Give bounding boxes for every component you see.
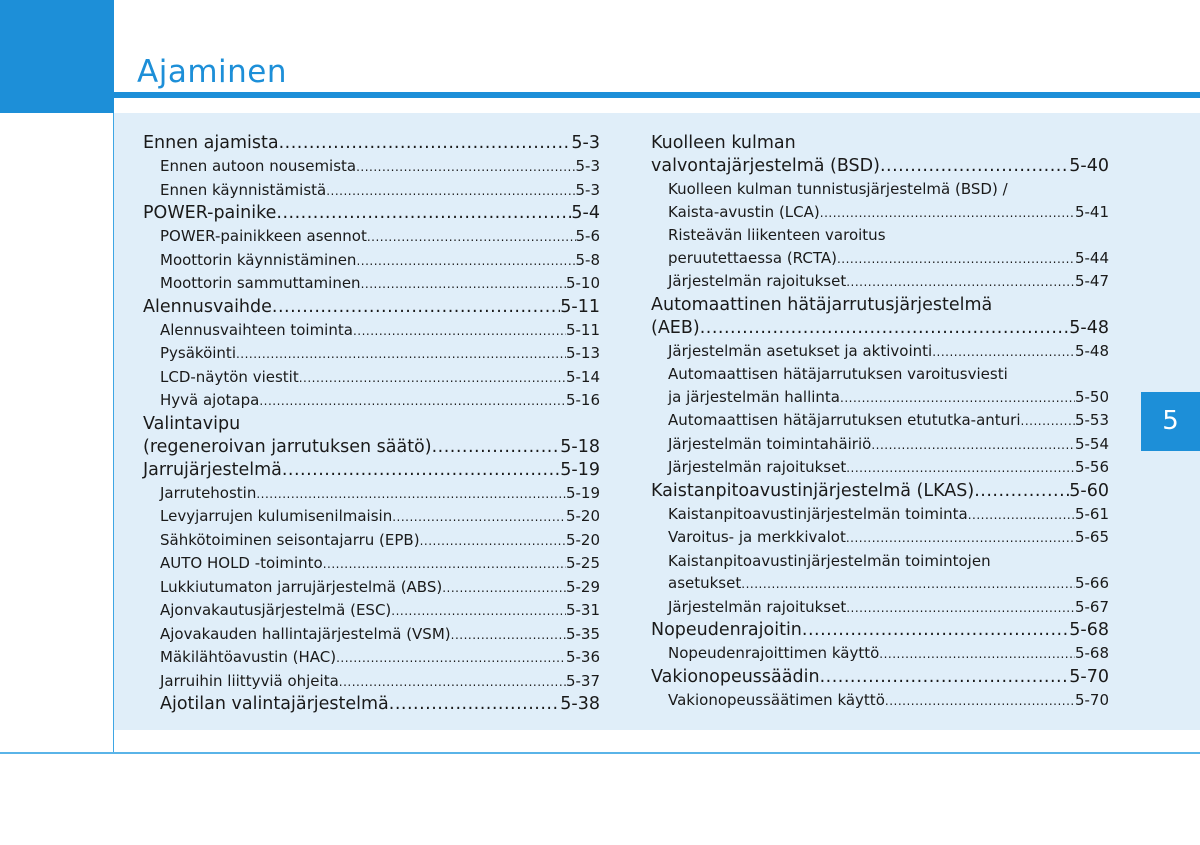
dot-leader [1021, 410, 1075, 433]
dot-leader [356, 156, 575, 179]
toc-subsection-entry[interactable] [143, 482, 600, 506]
dot-leader [880, 155, 1069, 178]
toc-entry-label: Jarrujärjestelmä [143, 459, 282, 480]
toc-entry-label: ja järjestelmän hallinta [668, 387, 841, 406]
toc-section-entry[interactable] [143, 296, 600, 319]
toc-entry-page: 5-56 [1074, 458, 1109, 476]
page-title: Ajaminen [137, 54, 287, 90]
toc-entry-page: 5-40 [1069, 156, 1109, 176]
dot-leader [974, 480, 1069, 503]
toc-entry-page: 5-8 [575, 250, 600, 269]
toc-entry-page: 5-50 [1074, 387, 1109, 406]
toc-entry-label: Pysäköinti [160, 344, 236, 362]
toc-subsection-entry[interactable] [143, 646, 600, 670]
toc-entry-page: 5-14 [565, 367, 600, 386]
toc-entry-label: Kaista-avustin (LCA) [668, 202, 820, 221]
toc-subsection-entry[interactable] [651, 201, 1109, 225]
toc-entry-page: 5-16 [565, 391, 600, 409]
dot-leader [932, 341, 1075, 364]
toc-section-entry[interactable] [651, 317, 1109, 340]
toc-subsection-entry[interactable] [651, 433, 1109, 457]
toc-entry-label: asetukset [668, 574, 742, 592]
toc-entry-label: Järjestelmän toimintahäiriö [668, 434, 872, 453]
toc-subsection-entry[interactable] [651, 456, 1109, 480]
toc-entry-label: Nopeudenrajoitin [651, 620, 802, 640]
dot-leader [451, 624, 566, 647]
dot-leader [442, 577, 566, 600]
dot-leader [820, 202, 1075, 225]
toc-section-entry[interactable] [143, 132, 600, 155]
toc-entry-label: (AEB) [651, 317, 700, 338]
toc-entry-label: Järjestelmän rajoitukset [668, 458, 847, 476]
toc-entry-page: 5-44 [1074, 248, 1109, 267]
toc-subsection-entry[interactable] [143, 179, 600, 203]
toc-entry-page: 5-36 [565, 648, 600, 666]
toc-entry-label: Automaattisen hätäjarrutuksen etututka-anturi [668, 411, 1021, 429]
toc-entry-label: Nopeudenrajoittimen käyttö [668, 644, 880, 662]
toc-entry-label: Kaistanpitoavustinjärjestelmä (LKAS) [651, 480, 975, 501]
toc-entry-page: 5-41 [1074, 202, 1109, 221]
dot-leader [871, 434, 1075, 457]
toc-entry-page: 5-20 [565, 530, 600, 549]
toc-entry-page: 5-20 [565, 507, 600, 525]
toc-entry-label: Vakionopeussäätimen käyttö [668, 690, 885, 709]
toc-entry-label: Ajonvakautusjärjestelmä (ESC) [160, 601, 392, 619]
dot-leader [846, 457, 1075, 480]
toc-entry-page: 5-66 [1074, 574, 1109, 592]
toc-subsection-entry[interactable] [143, 552, 600, 576]
dot-leader [353, 320, 566, 343]
dot-leader [336, 647, 566, 670]
toc-subsection-entry[interactable] [143, 272, 600, 296]
toc-entry-label: Mäkilähtöavustin (HAC) [160, 648, 337, 666]
toc-column-right [651, 132, 1109, 712]
toc-entry-page: 5-68 [1074, 644, 1109, 662]
toc-entry-page: 5-10 [565, 274, 600, 292]
toc-section-entry[interactable] [143, 436, 600, 459]
toc-entry-label: peruutettaessa (RCTA) [668, 248, 837, 267]
toc-entry-label: Järjestelmän rajoitukset [668, 597, 847, 616]
toc-entry-page: 5-4 [571, 203, 600, 223]
dot-leader [432, 436, 561, 459]
dot-leader [256, 483, 566, 506]
dot-leader [846, 597, 1075, 620]
toc-entry-page: 5-31 [565, 601, 600, 619]
toc-entry-page: 5-19 [560, 459, 600, 480]
toc-entry-label: Alennusvaihde [143, 296, 272, 317]
toc-entry-label: (regeneroivan jarrutuksen säätö) [143, 436, 432, 457]
toc-entry-page: 5-6 [575, 227, 600, 245]
toc-subsection-entry[interactable] [143, 366, 600, 390]
toc-entry-page: 5-48 [1069, 317, 1109, 338]
toc-subsection-entry[interactable] [143, 599, 600, 623]
dot-leader [879, 643, 1075, 666]
toc-subsection-entry[interactable] [651, 503, 1109, 527]
dot-leader [272, 296, 560, 319]
toc-entry-page: 5-38 [560, 694, 600, 714]
toc-entry-page: 5-18 [560, 436, 600, 457]
dot-leader [802, 619, 1069, 642]
toc-entry-label: Vakionopeussäädin [651, 666, 820, 687]
toc-subsection-entry[interactable] [143, 670, 600, 694]
dot-leader [968, 504, 1075, 527]
toc-entry-page: 5-70 [1069, 666, 1109, 687]
toc-entry-page: 5-13 [565, 344, 600, 362]
toc-subsection-entry[interactable] [143, 623, 600, 647]
dot-leader [389, 693, 561, 716]
title-underline [114, 92, 1200, 98]
toc-column-left [143, 132, 600, 716]
dot-leader [367, 226, 576, 249]
toc-subsection-entry[interactable] [651, 526, 1109, 550]
toc-subsection-entry[interactable] [651, 386, 1109, 410]
toc-subsection-entry[interactable] [143, 342, 600, 366]
toc-entry-label: Ennen autoon nousemista [160, 157, 357, 175]
dot-leader [339, 671, 566, 694]
toc-entry-label-line: Risteävän liikenteen varoitus [668, 226, 886, 244]
toc-entry-page: 5-3 [571, 133, 600, 153]
toc-entry-page: 5-47 [1074, 272, 1109, 290]
toc-entry-label: Alennusvaihteen toiminta [160, 320, 353, 339]
toc-entry-label: Järjestelmän asetukset ja aktivointi [668, 341, 933, 360]
toc-entry-label: AUTO HOLD -toiminto [160, 554, 323, 572]
toc-entry-label: Moottorin käynnistäminen [160, 250, 357, 269]
toc-entry-label: Moottorin sammuttaminen [160, 274, 361, 292]
dot-leader [391, 600, 566, 623]
toc-section-entry[interactable] [143, 459, 600, 482]
dot-leader [846, 271, 1075, 294]
toc-subsection-entry[interactable] [143, 225, 600, 249]
toc-entry-page: 5-53 [1074, 411, 1109, 429]
toc-subsection-entry[interactable] [143, 576, 600, 600]
dot-leader [279, 132, 572, 155]
toc-entry-label: Hyvä ajotapa [160, 391, 260, 409]
toc-entry-label-line: Valintavipu [143, 413, 241, 434]
toc-subsection-entry[interactable] [143, 505, 600, 529]
toc-subsection-entry[interactable] [651, 409, 1109, 433]
dot-leader [840, 387, 1075, 410]
toc-section-entry[interactable] [143, 693, 600, 716]
toc-section-entry[interactable] [651, 666, 1109, 689]
toc-entry-page: 5-60 [1069, 480, 1109, 501]
toc-entry-page: 5-70 [1074, 690, 1109, 709]
toc-entry-page: 5-54 [1074, 434, 1109, 453]
toc-entry-page: 5-65 [1074, 528, 1109, 546]
toc-section-entry[interactable] [651, 619, 1109, 642]
dot-leader [361, 273, 566, 296]
toc-entry-label: valvontajärjestelmä (BSD) [651, 156, 880, 176]
dot-leader [323, 553, 566, 576]
toc-entry-page: 5-61 [1074, 504, 1109, 523]
toc-entry-label: POWER-painikkeen asennot [160, 227, 367, 245]
toc-entry-page: 5-19 [565, 483, 600, 502]
toc-subsection-entry[interactable] [651, 340, 1109, 364]
toc-entry-label: Varoitus- ja merkkivalot [668, 528, 846, 546]
toc-entry-label: Ajotilan valintajärjestelmä [160, 694, 389, 714]
toc-subsection-entry[interactable] [143, 529, 600, 553]
toc-subsection-entry[interactable] [143, 155, 600, 179]
toc-entry-label-line: Kuolleen kulman [651, 133, 796, 153]
toc-entry-label-line: Automaattinen hätäjarrutusjärjestelmä [651, 294, 993, 315]
toc-entry-page: 5-11 [560, 296, 600, 317]
toc-subsection-entry[interactable] [651, 642, 1109, 666]
toc-entry-page: 5-3 [575, 157, 600, 175]
dot-leader [820, 666, 1070, 689]
toc-entry-label-line: Kuolleen kulman tunnistusjärjestelmä (BSD) / [668, 180, 1008, 198]
toc-entry-label: Ennen käynnistämistä [160, 180, 327, 199]
toc-entry-label: Lukkiutumaton jarrujärjestelmä (ABS) [160, 577, 443, 596]
dot-leader [236, 343, 566, 366]
toc-entry-label: Ennen ajamista [143, 133, 279, 153]
toc-entry-label-line: Automaattisen hätäjarrutuksen varoitusviesti [668, 365, 1008, 383]
toc-entry-page: 5-29 [565, 577, 600, 596]
toc-subsection-entry[interactable] [651, 689, 1109, 713]
toc-entry-label-line: Kaistanpitoavustinjärjestelmän toimintojen [668, 551, 991, 570]
toc-entry-label: Järjestelmän rajoitukset [668, 272, 847, 290]
dot-leader [741, 573, 1075, 596]
dot-leader [276, 202, 571, 225]
toc-subsection-entry[interactable] [143, 389, 600, 413]
toc-subsection-entry[interactable] [651, 596, 1109, 620]
toc-subsection-entry[interactable] [143, 249, 600, 273]
toc-section-entry[interactable] [651, 155, 1109, 178]
toc-entry-label: Jarrutehostin [160, 483, 257, 502]
toc-section-entry[interactable] [651, 480, 1109, 503]
dot-leader [299, 367, 566, 390]
toc-subsection-entry[interactable] [651, 270, 1109, 294]
dot-leader [700, 317, 1070, 340]
dot-leader [259, 390, 566, 413]
toc-entry-page: 5-48 [1074, 341, 1109, 360]
toc-entry-page: 5-25 [565, 554, 600, 572]
toc-entry-label: Ajovakauden hallintajärjestelmä (VSM) [160, 624, 451, 643]
toc-subsection-entry[interactable] [143, 319, 600, 343]
toc-entry-label: Levyjarrujen kulumisenilmaisin [160, 507, 393, 525]
dot-leader [282, 459, 560, 482]
dot-leader [885, 690, 1075, 713]
header-color-block [0, 0, 114, 113]
toc-entry-label: Sähkötoiminen seisontajarru (EPB) [160, 530, 420, 549]
dot-leader [326, 180, 575, 203]
bottom-rule [0, 752, 1200, 754]
dot-leader [392, 506, 566, 529]
toc-entry-label: POWER-painike [143, 203, 277, 223]
toc-entry-label: Kaistanpitoavustinjärjestelmän toiminta [668, 504, 968, 523]
chapter-tab: 5 [1141, 392, 1200, 451]
toc-entry-label: LCD-näytön viestit [160, 367, 299, 386]
toc-section-entry[interactable] [143, 202, 600, 225]
toc-entry-page: 5-67 [1074, 597, 1109, 616]
toc-entry-page: 5-68 [1069, 620, 1109, 640]
dot-leader [837, 248, 1075, 271]
dot-leader [846, 527, 1075, 550]
toc-entry-page: 5-3 [575, 180, 600, 199]
toc-entry-page: 5-11 [565, 320, 600, 339]
dot-leader [356, 250, 575, 273]
toc-entry-label: Jarruihin liittyviä ohjeita [160, 671, 339, 690]
toc-entry-page: 5-37 [565, 671, 600, 690]
toc-subsection-entry[interactable] [651, 247, 1109, 271]
toc-subsection-entry[interactable] [651, 572, 1109, 596]
dot-leader [420, 530, 566, 553]
toc-entry-page: 5-35 [565, 624, 600, 643]
